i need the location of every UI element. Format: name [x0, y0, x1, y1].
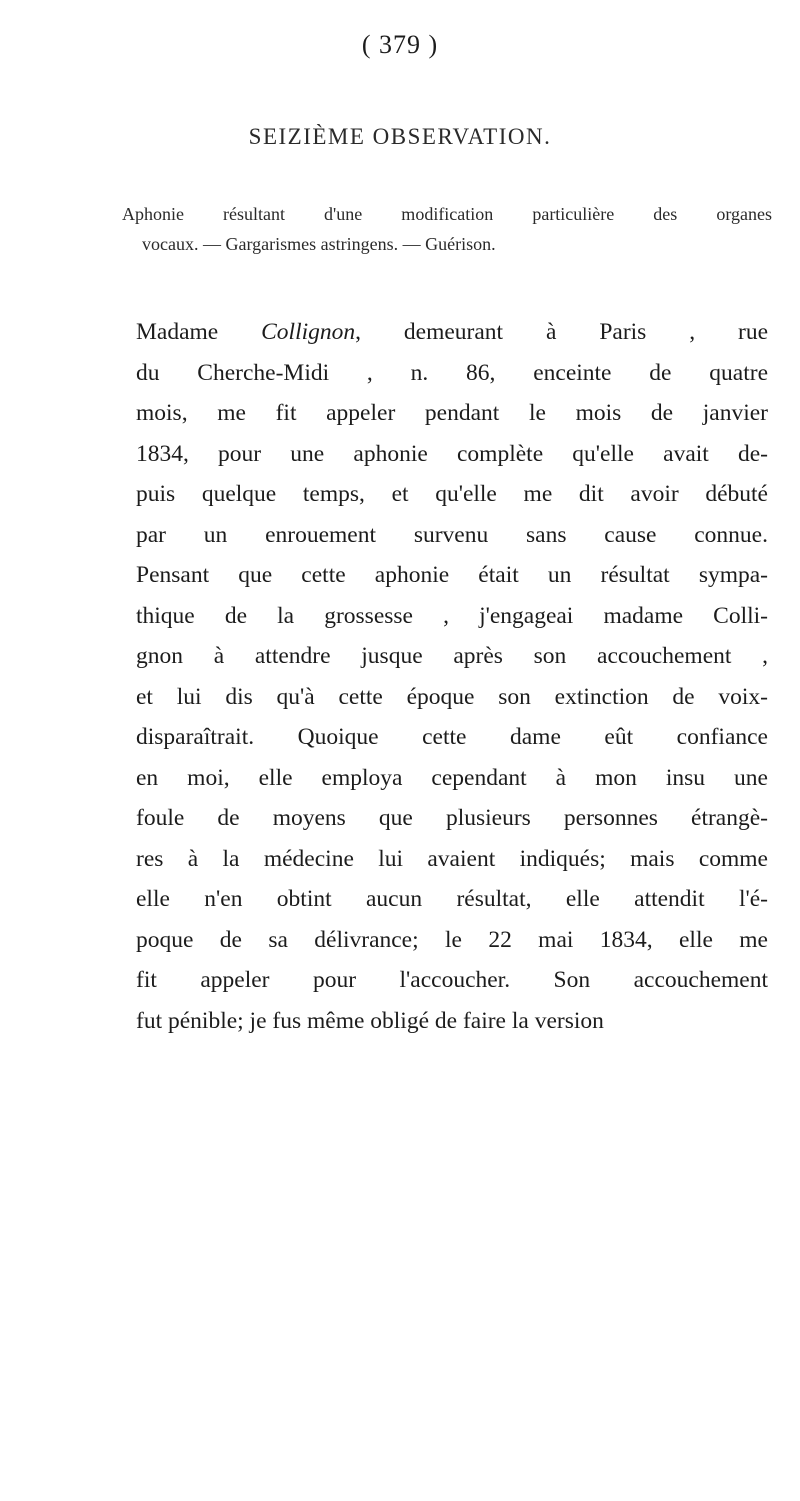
summary-line-2: vocaux. — Gargarismes astringens. — Guérison. [142, 234, 496, 254]
text-line: elle n'en obtint aucun résultat, elle attendit l'é- [136, 886, 768, 912]
text-line: 1834, pour une aphonie complète qu'elle avait de- [136, 440, 768, 467]
text-line: disparaîtrait. Quoique cette dame eût confiance [136, 724, 768, 750]
observation-title: SEIZIÈME OBSERVATION. [248, 124, 552, 149]
observation-paragraph [136, 312, 768, 1041]
text-line: gnon à attendre jusque après son accouchement , [136, 643, 768, 669]
text-line-prefix: Madame [136, 319, 262, 345]
text-line: fut pénible; je fus même obligé de faire la version [136, 1007, 604, 1034]
text-line: poque de sa délivrance; le 22 mai 1834, elle me [136, 926, 768, 953]
text-line: par un enrouement survenu sans cause connue. [136, 521, 768, 548]
page-number: ( 379 ) [361, 30, 439, 59]
text-line: du Cherche-Midi , n. 86, enceinte de quatre [136, 359, 768, 386]
summary-line-1: Aphonie résultant d'une modification particulière des organes [122, 204, 772, 224]
text-line: res à la médecine lui avaient indiqués; mais comme [136, 845, 768, 872]
text-line: Pensant que cette aphonie était un résultat sympa- [136, 562, 768, 588]
text-line [136, 312, 768, 353]
text-line: et lui dis qu'à cette époque son extinction de voix- [136, 683, 768, 710]
text-line: puis quelque temps, et qu'elle me dit avoir débuté [136, 481, 768, 507]
text-line-suffix: , demeurant à Paris , rue [355, 319, 768, 345]
observation-summary [122, 199, 772, 259]
text-line: foule de moyens que plusieurs personnes étrangè- [136, 805, 768, 831]
text-line: thique de la grossesse , j'engageai madame Colli- [136, 602, 768, 629]
text-line: en moi, elle employa cependant à mon insu une [136, 764, 768, 791]
text-line: fit appeler pour l'accoucher. Son accouchement [136, 967, 768, 993]
patient-name: Collignon [261, 319, 356, 345]
text-line: mois, me fit appeler pendant le mois de janvier [136, 400, 768, 426]
